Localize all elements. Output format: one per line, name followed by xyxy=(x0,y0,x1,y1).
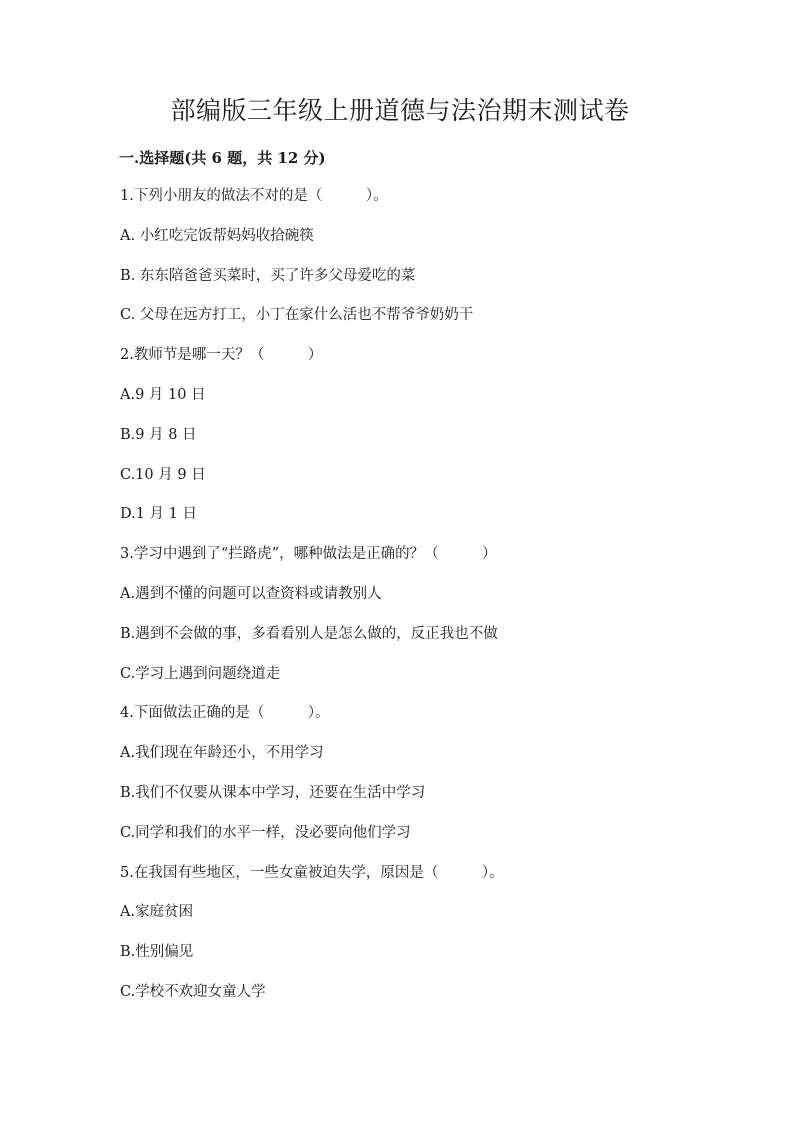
question-4-option-a: A.我们现在年龄还小，不用学习 xyxy=(120,745,324,762)
question-5-option-c: C.学校不欢迎女童人学 xyxy=(120,983,266,1000)
question-1-option-c: C. 父母在远方打工，小丁在家什么活也不帮爷爷奶奶干 xyxy=(120,307,474,324)
question-1-option-b: B. 东东陪爸爸买菜时，买了许多父母爱吃的菜 xyxy=(120,267,416,284)
question-1-option-a: A. 小红吃完饭帮妈妈收拾碗筷 xyxy=(120,227,314,244)
question-stem-1: 1.下列小朋友的做法不对的是（ ）。 xyxy=(120,188,388,204)
question-2-option-c: C.10 月 9 日 xyxy=(120,466,206,483)
question-3-option-a: A.遇到不懂的问题可以查资料或请教别人 xyxy=(120,585,382,602)
question-3-option-c: C.学习上遇到问题绕道走 xyxy=(120,665,281,682)
question-4-option-c: C.同学和我们的水平一样，没必要向他们学习 xyxy=(120,824,411,841)
question-5-option-a: A.家庭贫困 xyxy=(120,904,194,921)
question-2-option-a: A.9 月 10 日 xyxy=(120,386,206,403)
question-4-option-b: B.我们不仅要从课本中学习，还要在生活中学习 xyxy=(120,784,426,801)
exam-title: 部编版三年级上册道德与法治期末测试卷 xyxy=(170,96,630,125)
question-2-option-d: D.1 月 1 日 xyxy=(120,506,197,523)
question-list xyxy=(120,184,720,1020)
section-heading: 一.选择题(共 6 题，共 12 分) xyxy=(119,149,326,167)
question-5-option-b: B.性别偏见 xyxy=(120,944,194,961)
question-stem-5: 5.在我国有些地区，一些女童被迫失学，原因是（ ）。 xyxy=(120,864,504,881)
question-stem-2: 2.教师节是哪一天？（ ） xyxy=(120,347,323,364)
question-3-option-b: B.遇到不会做的事，多看看别人是怎么做的，反正我也不做 xyxy=(120,625,498,642)
question-stem-4: 4.下面做法正确的是（ ）。 xyxy=(120,705,330,722)
question-2-option-b: B.9 月 8 日 xyxy=(120,426,197,443)
question-stem-3: 3.学习中遇到了“拦路虎”，哪种做法是正确的？（ ） xyxy=(120,546,497,563)
